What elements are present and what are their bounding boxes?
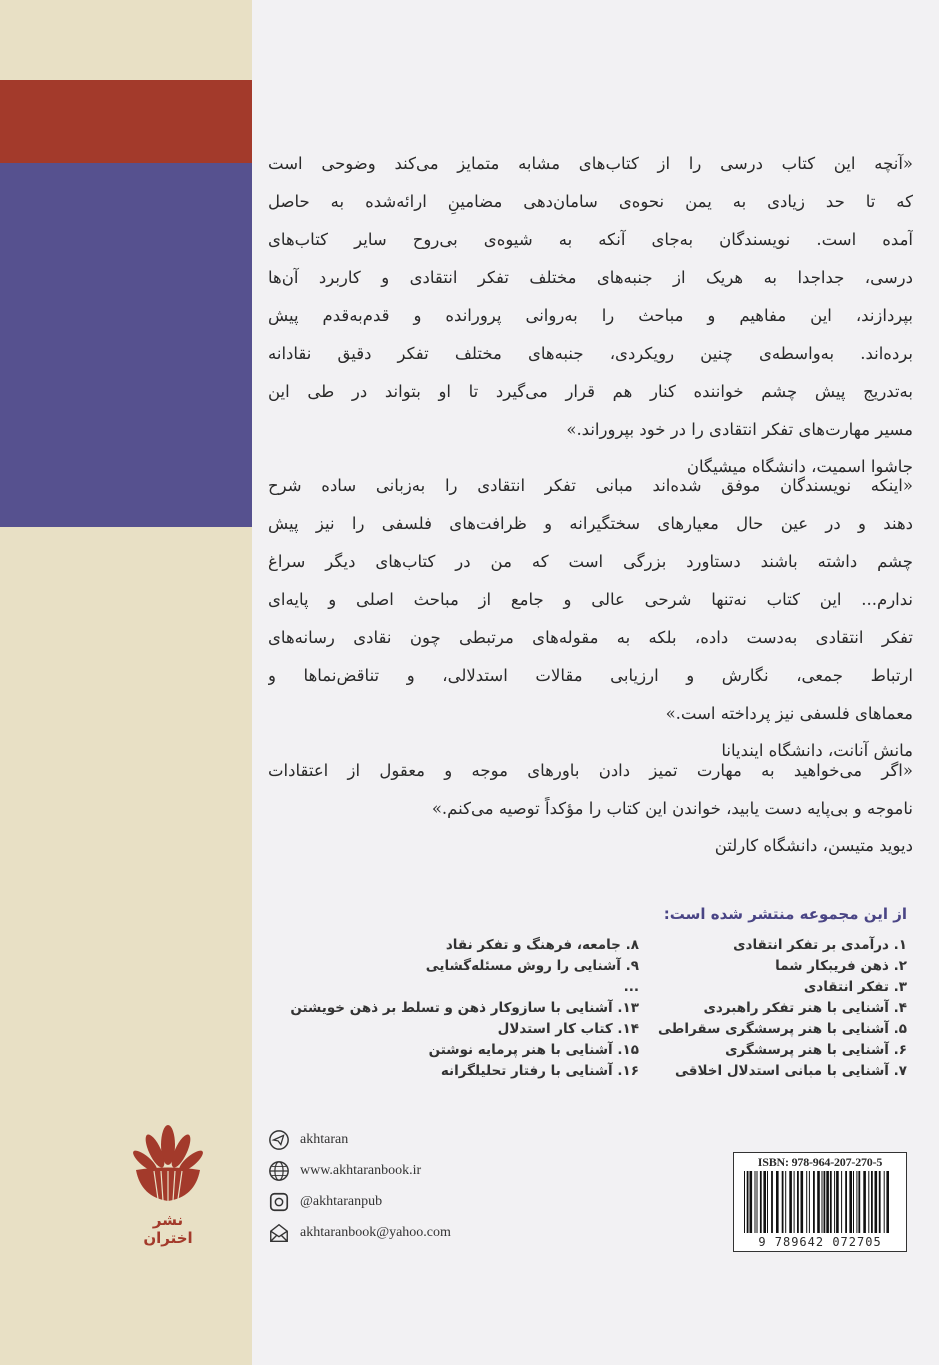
barcode-bar	[750, 1171, 753, 1233]
quote-line: ارتباط جمعی، نگارش و ارزیابی مقالات استدلالی، و تناقض‌نماها و	[268, 666, 913, 685]
publisher-logo	[128, 1125, 208, 1247]
barcode-bar	[830, 1171, 832, 1233]
red-color-band	[0, 80, 252, 163]
barcode-bar	[817, 1171, 820, 1233]
quote-author: مانش آنانت، دانشگاه ایندیانا	[721, 741, 913, 760]
barcode-bar	[789, 1171, 792, 1233]
barcode-bar	[871, 1171, 873, 1233]
quote-line: معماهای فلسفی نیز پرداخته است.»	[665, 704, 913, 723]
quote-line: برده‌اند. به‌واسطه‌ی چنین رویکردی، جنبه‌های مختلف تفکر دقیق نقادانه	[268, 344, 913, 363]
quote-line: «آنچه این کتاب درسی را از کتاب‌های مشابه متمایز می‌کند وضوحی است	[268, 154, 913, 173]
publisher-name: نشر اختران	[143, 1211, 193, 1247]
barcode-bar	[797, 1171, 799, 1233]
barcode-bar	[747, 1171, 749, 1233]
barcode-bars	[744, 1171, 894, 1233]
barcode-bar	[884, 1171, 885, 1233]
series-item: ۵. آشنایی با هنر پرسشگری سقراطی	[658, 1021, 907, 1037]
quote-line: چشم داشته باشند دستاورد بزرگی است که من در کتاب‌های دیگر سراغ	[268, 552, 913, 571]
barcode-bar	[782, 1171, 784, 1233]
quote-line: که تا حد زیادی به یمن نحوه‌ی سامان‌دهی مضامینِ ارائه‌شده به حاصل	[268, 192, 913, 211]
barcode-bar	[771, 1171, 773, 1233]
series-item: ۱۵. آشنایی با هنر پرمایه نوشتن	[428, 1042, 639, 1058]
barcode-bar	[801, 1171, 804, 1233]
barcode-bar	[868, 1171, 869, 1233]
quote-2	[268, 467, 913, 769]
series-item: ۹. آشنایی را روش مسئله‌گشایی	[425, 958, 639, 974]
barcode-bar	[879, 1171, 881, 1233]
series-heading: از این مجموعه منتشر شده است:	[663, 905, 907, 923]
quote-line: بپردازند، این مفاهیم و مباحث را به‌روانی پرورانده و قدم‌به‌قدم پیش	[268, 306, 913, 325]
email-address[interactable]: akhtaranbook@yahoo.com	[300, 1224, 451, 1240]
barcode-bar	[760, 1171, 762, 1233]
series-item: ۱۴. کتاب کار استدلال	[497, 1021, 639, 1037]
series-item: ۱۶. آشنایی با رفتار تحلیلگرانه	[440, 1063, 639, 1079]
barcode-bar	[794, 1171, 795, 1233]
barcode-bar	[763, 1171, 766, 1233]
barcode-bar	[863, 1171, 866, 1233]
email-envelope-icon	[268, 1222, 290, 1244]
barcode-bar	[785, 1171, 786, 1233]
barcode-bar	[776, 1171, 779, 1233]
series-list-left	[290, 935, 639, 1082]
quote-line: «اگر می‌خواهید به مهارت تمیز دادن باورهای موجه و معقول از اعتقادات	[268, 761, 913, 780]
quote-line: ناموجه و بی‌پایه دست یابید، خواندن این کتاب را مؤکداً توصیه می‌کنم.»	[431, 799, 913, 818]
barcode-bar	[757, 1171, 758, 1233]
contact-email	[268, 1217, 451, 1248]
barcode-bar	[853, 1171, 854, 1233]
website-link[interactable]: www.akhtaranbook.ir	[300, 1162, 422, 1178]
contact-list	[268, 1124, 451, 1248]
telegram-icon	[268, 1129, 290, 1151]
barcode-bar	[755, 1171, 756, 1233]
series-item: ۶. آشنایی با هنر پرسشگری	[725, 1042, 907, 1058]
quote-line: «اینکه نویسندگان موفق شده‌اند مبانی تفکر انتقادی را به‌زبانی ساده شرح	[268, 476, 913, 495]
barcode-bar	[849, 1171, 852, 1233]
barcode-bar	[836, 1171, 839, 1233]
quote-line: به‌تدریج پیش چشم خواننده کنار هم قرار می‌گیرد تا او بتواند در طی این	[268, 382, 913, 401]
quote-line: ندارم... این کتاب نه‌تنها شرحی عالی و جامع از مباحث اصلی و پایه‌ای	[268, 590, 913, 609]
quote-author: جاشوا اسمیت، دانشگاه میشیگان	[686, 457, 913, 476]
quote-line: مسیر مهارت‌های تفکر انتقادی را در خود بپروراند.»	[566, 420, 913, 439]
barcode-bar	[767, 1171, 768, 1233]
barcode-bar	[809, 1171, 810, 1233]
barcode-bar	[813, 1171, 815, 1233]
barcode-bar	[744, 1171, 745, 1233]
isbn-label: ISBN: 978-964-207-270-5	[757, 1155, 883, 1169]
instagram-handle[interactable]: @akhtaranpub	[300, 1193, 383, 1209]
barcode-bar	[875, 1171, 878, 1233]
barcode-bar	[826, 1171, 829, 1233]
series-item: ۳. تفکر انتقادی	[803, 979, 907, 995]
quote-author: دیوید متیسن، دانشگاه کارلتن	[714, 836, 913, 855]
blue-color-band	[0, 163, 252, 527]
series-item: ۸. جامعه، فرهنگ و تفکر نقاد	[445, 937, 639, 953]
isbn-digits: 9 789642 072705	[758, 1235, 882, 1249]
contact-website	[268, 1155, 451, 1186]
quote-1	[268, 145, 913, 485]
quote-line: دهند و در عین حال معیارهای سختگیرانه و ظرافت‌های فلسفی را نیز پیش	[268, 514, 913, 533]
series-item: ۱۳. آشنایی با سازوکار ذهن و تسلط بر ذهن خویشتن	[290, 1000, 639, 1016]
quote-line: آمده است. نویسندگان به‌جای آنکه به شیوه‌ی بی‌روح سایر کتاب‌های	[268, 230, 913, 249]
series-item: ۴. آشنایی با هنر تفکر راهبردی	[703, 1000, 907, 1016]
series-item: ۷. آشنایی با مبانی استدلال اخلاقی	[675, 1063, 907, 1079]
telegram-handle[interactable]: akhtaran	[300, 1131, 349, 1147]
quote-line: تفکر انتقادی به‌دست داده، بلکه به مقوله‌های مرتبطی چون نقادی رسانه‌های	[268, 628, 913, 647]
quote-line: درسی، جداجدا به هریک از جنبه‌های مختلف تفکر انتقادی و کاربرد آن‌ها	[268, 268, 913, 287]
series-item: ۱. درآمدی بر تفکر انتقادی	[733, 937, 907, 953]
globe-icon	[268, 1160, 290, 1182]
barcode-bar	[822, 1171, 823, 1233]
instagram-icon	[268, 1191, 290, 1213]
barcode-bar	[841, 1171, 842, 1233]
barcode-bar	[858, 1171, 860, 1233]
barcode-bar	[806, 1171, 807, 1233]
quote-3	[268, 752, 913, 864]
barcode-bar	[886, 1171, 889, 1233]
series-item: ۲. ذهن فریبکار شما	[775, 958, 907, 974]
flower-logo-icon	[133, 1125, 203, 1205]
series-list-right	[658, 935, 907, 1082]
series-item: ...	[623, 979, 639, 995]
contact-instagram	[268, 1186, 451, 1217]
contact-telegram	[268, 1124, 451, 1155]
barcode-bar	[856, 1171, 857, 1233]
isbn-barcode	[733, 1152, 907, 1252]
barcode-bar	[845, 1171, 847, 1233]
barcode-bar	[834, 1171, 835, 1233]
barcode-bar	[824, 1171, 826, 1233]
